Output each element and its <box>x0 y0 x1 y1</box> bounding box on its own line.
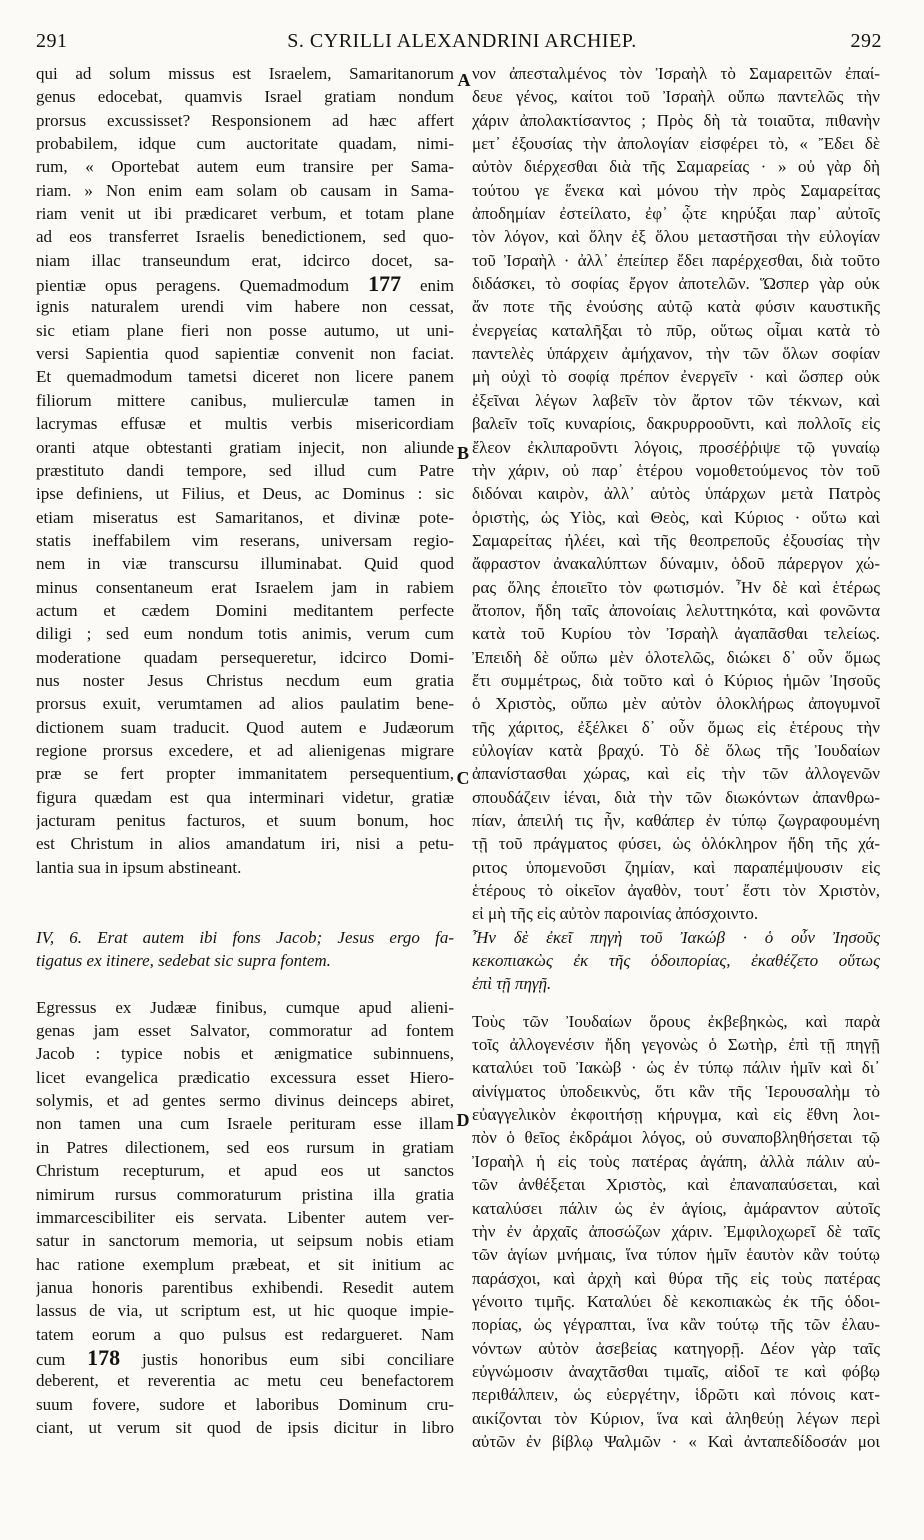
text-line: immarcescibiliter eis servata. Libenter autem ver- <box>36 1207 454 1227</box>
text-line: ἄφραστον ἀνακαλύπτων δύναμιν, ὁδοῦ πάρεργον χώ- <box>472 554 880 574</box>
text-line: prorsus exuit, verumtamen ad alios paulatim bene- <box>36 694 454 714</box>
page-number-right: 292 <box>850 30 882 52</box>
text-line: ignis naturalem urendi vim habere non cessat, <box>36 297 454 317</box>
text-line: figura quædam est qua interminari videtur, gratiæ <box>36 787 454 807</box>
text-line: Jacob : typice nobis et ænigmatice subinnuens, <box>36 1044 454 1064</box>
text-line: riam venit ut ibi prædicaret verbum, et totam plane <box>36 204 454 224</box>
text-line: janua honoris parentibus exhibendi. Resedit autem <box>36 1277 454 1297</box>
text-line: ipse definiens, ut Filius, et Deus, ac Dominus : sic <box>36 484 454 504</box>
text-line: Ἐπειδὴ δὲ οὔπω μὲν ὁλοτελῶς, διώκει δ᾽ οὖν ὅμως <box>472 647 880 667</box>
text-line: suum fovere, sudore et laboribus Dominum cru- <box>36 1394 454 1414</box>
text-line: Egressus ex Judææ finibus, cumque apud alieni- <box>36 997 454 1017</box>
latin-column <box>36 62 454 1439</box>
text-line: γένοιτο τιμῆς. Καταλύει δὲ κεκοπιακὼς ἐκ τῆς ὁδοι- <box>472 1291 880 1311</box>
text-line: ἄτοπον, ἤδη ταῖς ἀπονοίαις λελυττηκότα, καὶ φονῶντα <box>472 600 880 620</box>
text-line: τὸν λόγον, καὶ ὅλην ἐξ ὅλου μεταστῆσαι τὴν εὐλογίαν <box>472 227 880 247</box>
text-line: πὸν ὁ θεῖος ἐκδράμοι λόγος, οὐ συναποβληθήσεται τῷ <box>472 1128 880 1148</box>
text-line: τὴν χάριν, οὐ παρ᾽ ἑτέρου νομοθετούμενος τὸν τοῦ <box>472 460 880 480</box>
page-number-left: 291 <box>36 30 68 52</box>
text-line: τῇ τοῦ πράγματος φύσει, ὡς ὁλόκληρον ἤδη τῆς χά- <box>472 834 880 854</box>
text-line: Τοὺς τῶν Ἰουδαίων ὅρους ἐκβεβηκὼς, καὶ παρὰ <box>472 1011 880 1031</box>
text-line: ad eos transferret Israelis benedictionem, sed quo- <box>36 227 454 247</box>
text-line: dictionem suam traducit. Quod autem e Judæorum <box>36 717 454 737</box>
text-line: τοῦ Ἰσραὴλ · ἀλλ᾽ ἐπείπερ ἔδει παρέρχεσθαι, διὰ τοῦτο <box>472 250 880 270</box>
text-line: καταλύσει πάλιν ὡς ἐν ἁγίοις, ἀμάραντον αὐτοῖς <box>472 1198 880 1218</box>
text-line: filiorum mittere canibus, mulierculæ tamen in <box>36 390 454 410</box>
text-line: διδόναι καιρὸν, ἀλλ᾽ αὐτὸς ὑπάρχων μετὰ Πατρὸς <box>472 484 880 504</box>
text-line: βαλεῖν τοῖς κυναρίοις, δακρυρροοῦντι, καὶ πολλοῖς εἰς <box>472 414 880 434</box>
text-line: ἐνεργείας καταλῆξαι τὸ πῦρ, οὕτως οἶμαι κατὰ τὸ <box>472 320 880 340</box>
text-line: satur in sanctorum memoria, ut seipsum nobis etiam <box>36 1231 454 1251</box>
text-segment: cum <box>36 1349 88 1369</box>
text-line: actum et cædem Domini meditantem perfecte <box>36 600 454 620</box>
text-line: Christum recepturum, et apud eos ut sanctos <box>36 1161 454 1181</box>
text-line: in Patres dilectionem, sed eos rursum in gratiam <box>36 1137 454 1157</box>
text-line: τῶν ἁγίων μνήμαις, ἵνα τύπον ἡμῖν ἑαυτὸν κἂν τούτῳ <box>472 1245 880 1265</box>
text-segment: justis honoribus eum sibi conciliare <box>120 1349 454 1369</box>
text-line: etiam miseratus est Samaritanos, et divinæ pote- <box>36 507 454 527</box>
text-line: lantia sua in ipsum abstineant. <box>36 857 242 877</box>
greek-paragraph-1 <box>472 62 880 926</box>
text-line: rum, « Oportebat autem eum transire per Sama- <box>36 157 454 177</box>
text-line: τὴν ἐν ἀρχαῖς ἀποσώζων χάριν. Ἐμφιλοχωρεῖ δὲ ταῖς <box>472 1221 880 1241</box>
text-line: nimirum rursus commoraturum pristina illa gratia <box>36 1184 454 1204</box>
text-line: sic etiam plane fieri non posse autumo, ut uni- <box>36 320 454 340</box>
text-line: τούτου γε ἕνεκα καὶ μόνου τὴν πρὸς Σαμαρείτας <box>472 180 880 200</box>
text-line: πίαν, ἀπειλή τις ἦν, καθάπερ ἐν τύπῳ ζωγραφουμένη <box>472 811 880 830</box>
spacer <box>36 879 454 902</box>
text-line: ὁριστὴς, ὡς Υἱὸς, καὶ Θεὸς, καὶ Κύριος · οὕτω καὶ <box>472 507 880 527</box>
text-line: riam. » Non enim eam solam ob causam in Sama- <box>36 180 454 200</box>
text-line: diligi ; sed eum nondum totis animis, verum cum <box>36 624 454 644</box>
text-line: præstituto dandi tempore, sed illud cum Patre <box>36 460 454 480</box>
text-line <box>36 272 454 295</box>
text-line: τοῖς ἀλλογενέσιν ἤδη γεγονὼς ὁ Σωτὴρ, ἐπὶ τῇ πηγῇ <box>472 1035 880 1055</box>
text-line: νον ἀπεσταλμένος τὸν Ἰσραὴλ τὸ Σαμαρειτῶν ἐπαί- <box>472 64 880 83</box>
text-line: jacturam penitus facturos, et suum bonum, hoc <box>36 811 454 830</box>
spacer <box>36 972 454 995</box>
text-line: minus consentaneum erat Israelem jam in rabiem <box>36 577 454 597</box>
edition-page-number-177: 177 <box>368 272 402 296</box>
text-line: τῆς χάριτος, ἐξέλκει δ᾽ οὖν ὅμως εἰς ἑτέρους τὴν <box>472 717 880 737</box>
text-line: tatem eorum a quo pulsus est redargueret. Nam <box>36 1324 454 1344</box>
latin-lemma <box>36 926 454 973</box>
text-line: νόντων αὐτὸν ἀσεβείας κατηγορῇ. Δέον γὰρ ταῖς <box>472 1338 880 1358</box>
text-line: licet evangelica prædicatio excessura esset Hiero- <box>36 1067 454 1087</box>
text-line: genas jam esset Salvator, commoratur ad fontem <box>36 1021 454 1041</box>
margin-letter-c: C <box>456 768 470 788</box>
text-line: ἑτέρους τὸ οἰκεῖον ἀγαθὸν, τουτ᾽ ἔστι τὸν Χριστὸν, <box>472 881 880 901</box>
text-segment: enim <box>401 276 454 296</box>
text-line: περιθάλπειν, ὡς εὐεργέτην, ἱδρῶτι καὶ πόνοις κατ- <box>472 1385 880 1405</box>
latin-paragraph-2 <box>36 996 454 1440</box>
text-line: est Christum in alios amandatum iri, nisi a petu- <box>36 834 454 854</box>
text-line: Et quemadmodum tametsi diceret non licere panem <box>36 367 454 387</box>
text-line: ἔτι συμμέτρως, διὰ τοῦτο καὶ ὁ Κύριος ἡμῶν Ἰησοῦς <box>472 670 880 690</box>
text-line: statis ineffabilem vim reserans, universam regio- <box>36 530 454 550</box>
text-line: καταλύει τοῦ Ἰακὼβ · ὡς ἐν τύπῳ πάλιν ἡμῖν καὶ δι᾽ <box>472 1058 880 1078</box>
text-line: præ se fert propter immanitatem persequentium, <box>36 764 454 784</box>
text-line: τῶν ἀνθέξεται Χριστὸς, καὶ ἐπαναπαύσεται, καὶ <box>472 1175 880 1195</box>
text-line: παράσχοι, καὶ ἀρχὴ καὶ θύρα τῆς εἰς τοὺς πατέρας <box>472 1268 880 1288</box>
text-segment: pientiæ opus peragens. Quemadmodum <box>36 276 369 296</box>
text-line: αικίζονται τὸν Κύριον, ἵνα καὶ ἀληθεύῃ λέγων περὶ <box>472 1408 880 1428</box>
edition-page-number-178: 178 <box>87 1345 121 1370</box>
text-line: Ἰσραὴλ ἡ εἰς τοὺς πατέρας ἀγάπη, ἀλλὰ πάλιν αὐ- <box>472 1151 880 1171</box>
lemma-line: Ἦν δὲ ἐκεῖ πηγὴ τοῦ Ἰακώβ · ὁ οὖν Ἰησοῦς <box>472 927 880 947</box>
spacer <box>36 902 454 925</box>
text-line: κατὰ τοῦ Κυρίου τὸν Ἰσραὴλ ἀγαπᾶσθαι τελείως. <box>472 624 880 644</box>
text-line: regione prorsus excedere, et ad alienigenas migrare <box>36 740 454 760</box>
lemma-line: ἐπὶ τῇ πηγῇ. <box>472 974 552 994</box>
text-line: ριτος ὑπομενοῦσι ζημίαν, καὶ παραπέμψουσιν εἰς <box>472 857 880 877</box>
text-line: versi Sapientia quod sapientiæ convenit non faciat. <box>36 344 454 364</box>
greek-paragraph-2 <box>472 1010 880 1454</box>
text-line: δευε γένος, καίτοι τοῦ Ἰσραὴλ οὔπω παντελῶς τὴν <box>472 87 880 107</box>
lemma-line: IV, 6. Erat autem ibi fons Jacob; Jesus ergo fa- <box>36 927 454 947</box>
text-line: ἔλεον ἐκλιπαροῦντι λόγοις, προσέῤῥιψε τῷ γυναίῳ <box>472 437 880 457</box>
text-line: ἀπανίστασθαι χώρας, καὶ εἰς τὴν τῶν ἀλλογενῶν <box>472 764 880 784</box>
text-line: εὐγνώμοσιν ἀναχτᾶσθαι τιμαῖς, αἰδοῖ τε καὶ φόβῳ <box>472 1361 880 1381</box>
text-line: prorsus excussisset? Responsionem ad hæc affert <box>36 110 454 130</box>
text-line: αἰνίγματος ὑποδεικνὺς, ὅτι κἂν τῆς Ἱερουσαλὴμ τὸ <box>472 1081 880 1101</box>
lemma-line: κεκοπιακὼς ἐκ τῆς ὁδοιπορίας, ἐκαθέζετο οὕτως <box>472 951 880 971</box>
text-line: Σαμαρείτας ἠλέει, καὶ τῆς θεοπρεποῦς ἐξουσίας τὴν <box>472 530 880 550</box>
text-line: nem in viæ transcursu illuminabat. Quid quod <box>36 554 454 574</box>
text-line: ἀποδημίαν ἐστείλατο, ἐφ᾽ ᾧτε κηρύξαι παρ᾽ αὐτοῖς <box>472 204 880 224</box>
text-line: lacrymas effusæ et multis verbis misericordiam <box>36 414 454 434</box>
text-line: αὐτῶν ἐν βίβλῳ Ψαλμῶν · « Καὶ ἀνταπεδίδοσάν μοι <box>472 1431 880 1451</box>
text-line: nus noster Jesus Christus necdum eum gratia <box>36 670 454 690</box>
text-line: πορίας, ὡς γέγραπται, ἵνα κἂν τούτῳ τῆς τῶν ἐλαυ- <box>472 1315 880 1335</box>
text-line: σπουδάζειν ἰέναι, διὰ τὴν τῶν διωκόντων ἀπανθρω- <box>472 787 880 807</box>
margin-letter-a: A <box>457 70 471 90</box>
greek-lemma <box>472 926 880 996</box>
text-line: probabilem, idque cum auctoritate quadam, nimi- <box>36 134 454 154</box>
text-line: εἰ μὴ τῆς εἰς αὐτὸν παροινίας ἀπόσχοιντο. <box>472 904 759 924</box>
text-line: niam illac transeundum erat, idcirco docet, sa- <box>36 250 454 270</box>
text-line: μὴ οὐχὶ τὸ σοφίᾳ πρέπον ἐνεργεῖν · καὶ ὥσπερ οὐκ <box>472 367 880 387</box>
text-line: oranti atque obtestanti gratiam injecit, non aliunde <box>36 437 454 457</box>
text-line: hac ratione exemplum præbeat, et sit initium ac <box>36 1254 454 1274</box>
text-line: αὐτὸν διέρχεσθαι διὰ τῆς Σαμαρείας · » οὐ γὰρ δὴ <box>472 157 880 177</box>
latin-paragraph-1 <box>36 62 454 879</box>
text-line: μετ᾽ ἐξουσίας τὴν ἀπολογίαν εἰσφέρει τὸ, « Ἔδει δὲ <box>472 134 880 154</box>
margin-letter-b: B <box>456 443 469 463</box>
text-line: solymis, et ad gentes sermo divinus deinceps abiret, <box>36 1091 454 1111</box>
running-title: S. CYRILLI ALEXANDRINI ARCHIEP. <box>287 30 637 52</box>
lemma-line: tigatus ex itinere, sedebat sic supra fontem. <box>36 951 331 971</box>
text-line: ἄν ποτε τῆς ἐνούσης αὐτῷ κατὰ φύσιν καυστικῆς <box>472 297 880 317</box>
running-header <box>0 30 924 56</box>
text-line: moderatione quadam persequeretur, idcirco Domi- <box>36 647 454 667</box>
text-line: deberent, et reverentia ac metu ceu benefactorem <box>36 1371 454 1391</box>
greek-column <box>472 62 880 1453</box>
text-line: genus edocebat, quamvis Israel gratiam nondum <box>36 87 454 107</box>
text-line: εὐλογίαν κατὰ βραχύ. Τὸ δὲ ὅλως τῆς Ἰουδαίων <box>472 740 880 760</box>
text-line: ciant, ut verum sit quod de ipsis dicitur in libro <box>36 1417 454 1437</box>
text-line: non tamen una cum Israele perituram esse illam <box>36 1114 454 1134</box>
text-line: παντελὲς ὑπάρχειν ἀμήχανον, τὴν τῶν ὅλων σοφίαν <box>472 344 880 364</box>
text-line: διδάσκει, τὸ σοφίας ἔργον ἀποτελῶν. Ὥσπερ γὰρ οὐκ <box>472 274 880 294</box>
text-line: ρας ὅλης ἐποιεῖτο τὸν φωτισμόν. Ἦν δὲ καὶ ἑτέρως <box>472 577 880 597</box>
text-line: qui ad solum missus est Israelem, Samaritanorum <box>36 64 454 83</box>
text-line: lassus de via, ut scriptum est, ut hic quoque impie- <box>36 1301 454 1321</box>
text-line: ὁ Χριστὸς, οὔπω μὲν αὐτὸν ὁλοκλήρως ἀπογυμνοῖ <box>472 694 880 714</box>
text-line: εὐαγγελικὸν ἐκφοιτήσῃ κήρυγμα, καὶ εἰς ἔθνη λοι- <box>472 1105 880 1125</box>
spacer <box>472 996 880 1010</box>
margin-letter-d: D <box>456 1110 470 1130</box>
text-line: χάριν ἀπολακτίσαντος ; Πρὸς δὴ τὰ τοιαῦτα, πιθανὴν <box>472 110 880 130</box>
text-line: ἐξεῖναι λέγων λαβεῖν τὸν ἄρτον τῶν τέκνων, καὶ <box>472 390 880 410</box>
text-line <box>36 1346 454 1369</box>
